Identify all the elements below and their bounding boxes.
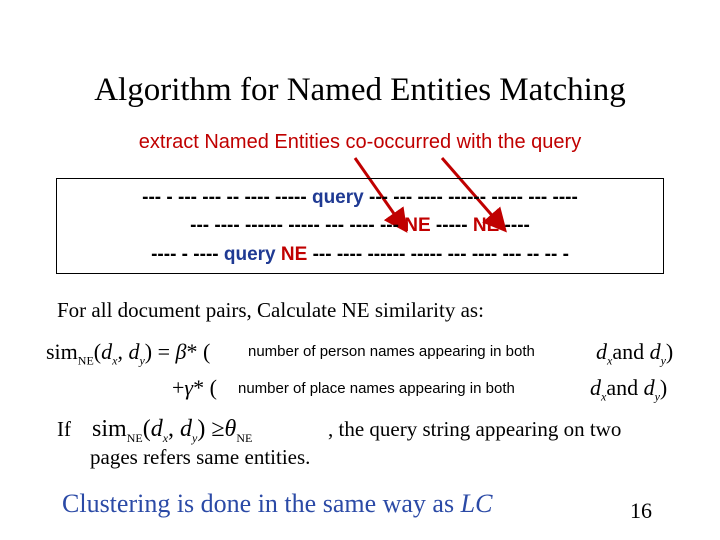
sim-label: sim: [92, 416, 127, 442]
dashes: -----: [430, 215, 473, 236]
ne-subscript: NE: [77, 353, 94, 368]
and-word: and: [606, 375, 639, 400]
dx-symbol: d: [150, 416, 163, 442]
query-term: query: [311, 187, 364, 208]
y-subscript: y: [192, 430, 198, 445]
footer-lc: LC: [460, 489, 493, 518]
star-paren: * (: [186, 339, 211, 364]
beta-symbol: β: [175, 339, 187, 364]
y-subscript: y: [139, 353, 145, 368]
document-line-3: [56, 244, 664, 266]
gamma-term: [172, 375, 217, 401]
y-subscript: y: [654, 389, 660, 404]
ne-term: NE: [404, 215, 431, 236]
for-all-text: For all document pairs, Calculate NE similarity as:: [57, 298, 484, 322]
star-paren: * (: [193, 375, 217, 400]
equals: =: [152, 339, 176, 364]
dashes: ----: [499, 215, 530, 236]
paren: ): [665, 339, 674, 364]
dashes: --- - --- --- -- ---- -----: [142, 187, 312, 208]
dy-symbol: d: [180, 416, 193, 442]
sim-formula-lhs: [46, 339, 210, 368]
ne-term: NE: [472, 215, 500, 236]
slide-title: Algorithm for Named Entities Matching: [94, 72, 626, 108]
x-subscript: x: [601, 389, 607, 404]
theta-subscript: NE: [236, 430, 253, 445]
condition-formula: [92, 416, 252, 446]
comma: ,: [168, 416, 181, 442]
dx-dy-and-2: [590, 375, 667, 404]
ne-subscript: NE: [126, 430, 143, 445]
sim-label: sim: [46, 339, 78, 364]
term-person-names: number of person names appearing in both: [248, 343, 535, 360]
paren: (: [93, 339, 102, 364]
paren: ): [659, 375, 668, 400]
document-line-2: [56, 215, 664, 237]
condition-rest: , the query string appearing on two: [328, 417, 622, 441]
dashes: --- ---- ------ ----- --- ---- ---: [190, 215, 405, 236]
if-word: If: [57, 417, 71, 441]
footer-prefix: Clustering is done in the same way as: [62, 489, 461, 518]
paren: ): [144, 339, 153, 364]
term-place-names: number of place names appearing in both: [238, 380, 515, 397]
theta-symbol: θ: [224, 416, 237, 442]
subtitle-extract-ne: extract Named Entities co-occurred with the query: [138, 131, 582, 153]
query-term: query: [223, 244, 276, 265]
and-word: and: [612, 339, 645, 364]
comma: ,: [117, 339, 129, 364]
dx-symbol: d: [596, 339, 607, 364]
dashes: ---- - ----: [151, 244, 224, 265]
plus: +: [172, 375, 185, 400]
condition-line-2: pages refers same entities.: [90, 445, 311, 469]
paren: ): [197, 416, 206, 442]
page-number: 16: [630, 498, 652, 523]
geq: ≥: [205, 416, 225, 442]
dashes: --- --- ---- ------ ----- --- ----: [363, 187, 578, 208]
dy-symbol: d: [649, 339, 661, 364]
x-subscript: x: [162, 430, 169, 445]
gamma-symbol: γ: [184, 375, 194, 400]
ne-term: NE: [280, 244, 308, 265]
dx-symbol: d: [590, 375, 601, 400]
dx-symbol: d: [101, 339, 113, 364]
dx-dy-and-1: [596, 339, 673, 368]
x-subscript: x: [607, 353, 613, 368]
dy-symbol: d: [643, 375, 655, 400]
y-subscript: y: [660, 353, 666, 368]
dashes: --- ---- ------ ----- --- ---- --- -- -- -: [307, 244, 569, 265]
footer-text: [62, 489, 492, 519]
x-subscript: x: [112, 353, 118, 368]
dy-symbol: d: [128, 339, 140, 364]
paren: (: [142, 416, 151, 442]
document-line-1: [56, 187, 664, 209]
